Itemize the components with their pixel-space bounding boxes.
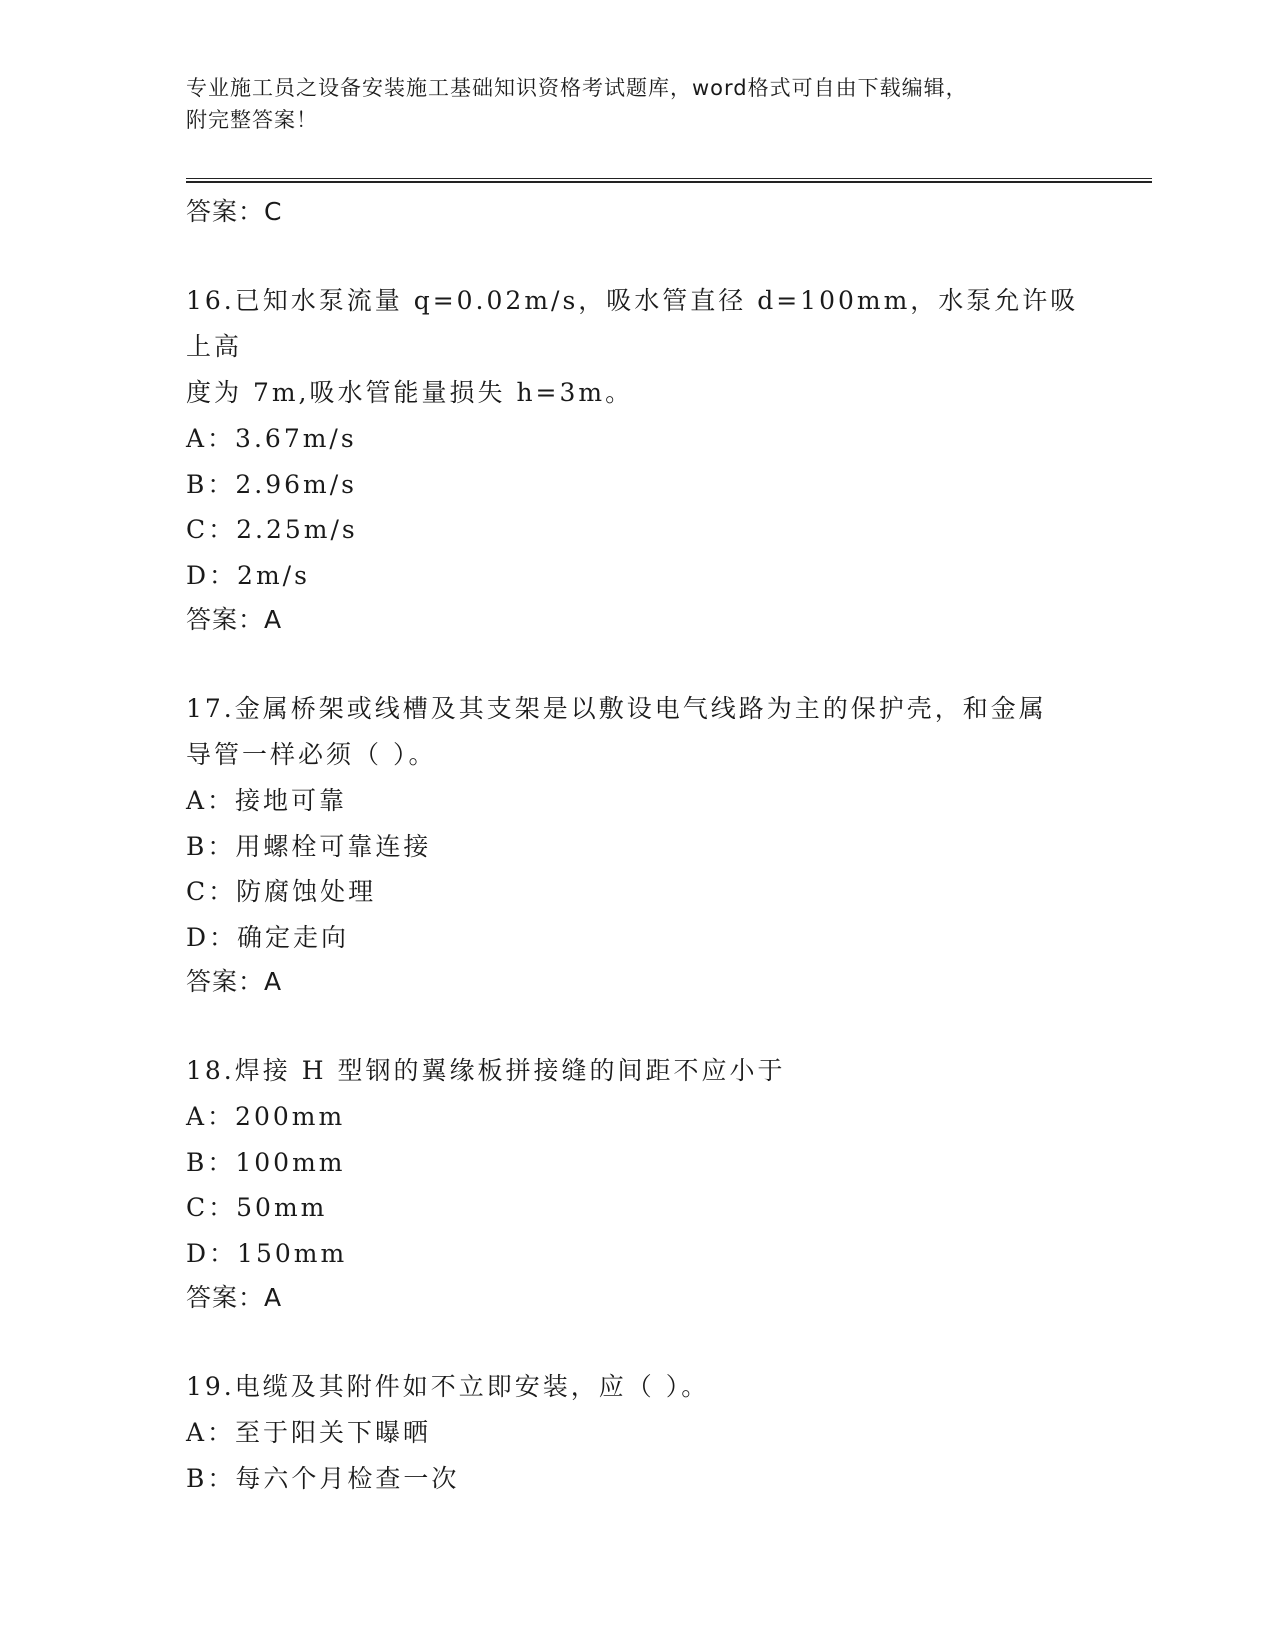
question-18: [186, 1048, 1106, 1320]
header-line-2: 附完整答案！: [186, 108, 318, 132]
question-16-answer: 答案：A: [186, 605, 283, 634]
document-body: [186, 190, 1106, 1501]
question-19: [186, 1364, 1106, 1501]
question-17-text-line-1: 17.金属桥架或线槽及其支架是以敷设电气线路为主的保护壳，和金属: [186, 694, 1047, 723]
question-17: [186, 686, 1106, 1004]
page-header: [186, 72, 1086, 136]
header-divider: [186, 178, 1152, 183]
question-16-option-c: C：2.25m/s: [186, 515, 358, 544]
question-18-option-d: D：150mm: [186, 1238, 348, 1268]
question-17-option-d: D：确定走向: [186, 922, 350, 952]
question-19-option-a: A：至于阳关下曝晒: [186, 1418, 432, 1447]
question-16-option-b: B：2.96m/s: [186, 469, 357, 499]
question-18-option-b: B：100mm: [186, 1147, 346, 1177]
header-line-1: 专业施工员之设备安装施工基础知识资格考试题库，word格式可自由下载编辑，: [186, 76, 968, 100]
question-18-text-line-1: 18.焊接 H 型钢的翼缘板拼接缝的间距不应小于: [186, 1056, 786, 1085]
question-17-answer: 答案：A: [186, 967, 283, 996]
question-16-option-a: A：3.67m/s: [186, 424, 357, 453]
question-18-option-a: A：200mm: [186, 1102, 346, 1131]
question-16: [186, 278, 1106, 642]
answer-15: 答案：C: [186, 197, 283, 226]
question-18-answer: 答案：A: [186, 1283, 283, 1312]
question-17-option-c: C：防腐蚀处理: [186, 877, 377, 906]
question-17-text-line-2: 导管一样必须（ ）。: [186, 740, 437, 769]
question-17-option-b: B：用螺栓可靠连接: [186, 831, 432, 861]
question-19-option-b: B：每六个月检查一次: [186, 1463, 460, 1493]
question-17-option-a: A：接地可靠: [186, 786, 348, 815]
question-18-option-c: C：50mm: [186, 1193, 328, 1222]
question-16-text-line-2: 度为 7m,吸水管能量损失 h=3m。: [186, 378, 634, 407]
question-16-text-line-1: 16.已知水泵流量 q=0.02m/s，吸水管直径 d=100mm，水泵允许吸上高: [186, 286, 1079, 361]
question-19-text-line-1: 19.电缆及其附件如不立即安装，应（ ）。: [186, 1372, 710, 1401]
question-16-option-d: D：2m/s: [186, 560, 310, 590]
